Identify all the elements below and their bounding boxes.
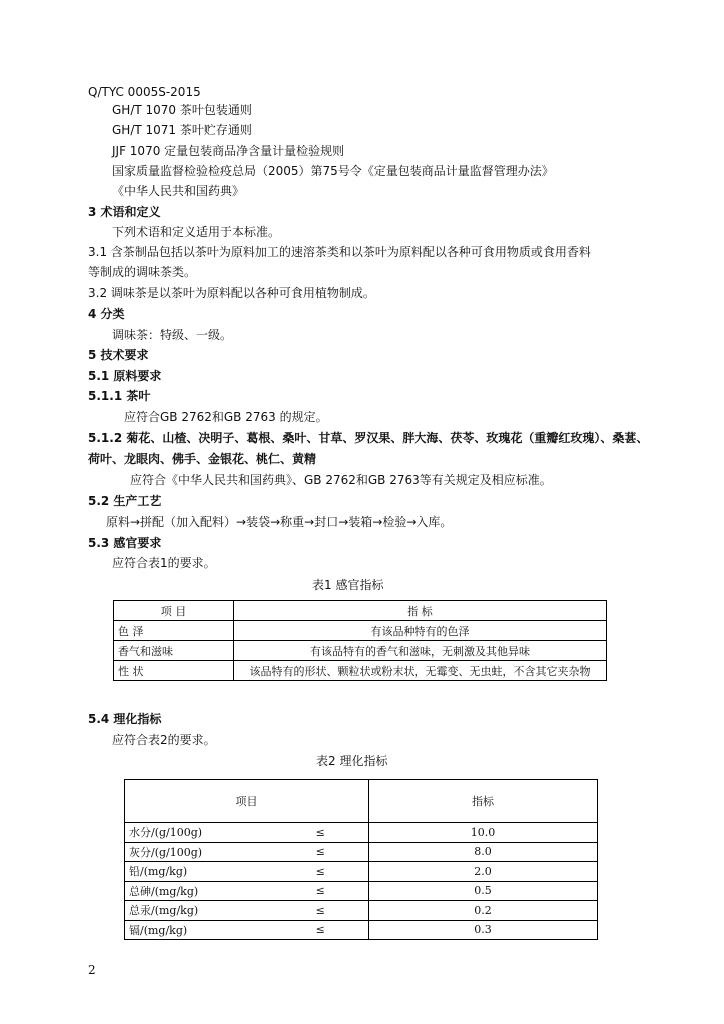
ref-3: JJF 1070 定量包装商品净含量计量检验规则 [112,144,345,158]
section-5-4-heading: 5.4 理化指标 [88,712,162,726]
table1-cell: 色 泽 [114,621,234,641]
table2-cell-item: 总砷/(mg/kg) [125,881,273,901]
table1 [113,600,607,681]
table2-cell-value: 0.3 [369,920,598,940]
section-5-1-2-heading-line2: 荷叶、龙眼肉、佛手、金银花、桃仁、黄精 [88,452,317,466]
table-row [125,920,598,940]
ref-5: 《中华人民共和国药典》 [112,184,245,198]
table-row [114,641,607,661]
table2-cell-op: ≤ [273,823,369,843]
table2-cell-op: ≤ [273,901,369,921]
section-4-heading: 4 分类 [88,307,125,321]
section-5-2-text: 原料→拼配（加入配料）→装袋→称重→封口→装箱→检验→入库。 [106,515,453,529]
table2-cell-value: 0.5 [369,881,598,901]
table2-cell-item: 灰分/(g/100g) [125,842,273,862]
definition-3-2: 3.2 调味茶是以茶叶为原料配以各种可食用植物制成。 [88,286,375,300]
table1-header-item: 项 目 [114,601,234,621]
ref-2: GH/T 1071 茶叶贮存通则 [112,123,252,137]
table2-cell-value: 10.0 [369,823,598,843]
page-number: 2 [88,963,96,977]
section-5-2-heading: 5.2 生产工艺 [88,494,162,508]
table-row [114,661,607,681]
table2 [124,779,598,940]
table-row [125,901,598,921]
table2-cell-value: 0.2 [369,901,598,921]
section-5-1-1-heading: 5.1.1 茶叶 [88,389,151,403]
section-5-3-heading: 5.3 感官要求 [88,536,162,550]
table-row [125,823,598,843]
doc-code: Q/TYC 0005S-2015 [88,85,201,99]
table2-cell-op: ≤ [273,881,369,901]
ref-1: GH/T 1070 茶叶包装通则 [112,103,252,117]
section-5-1-1-text: 应符合GB 2762和GB 2763 的规定。 [124,410,328,424]
table1-cell: 该品特有的形状、颗粒状或粉末状，无霉变、无虫蛀，不含其它夹杂物 [234,661,607,681]
table2-cell-item: 镉/(mg/kg) [125,920,273,940]
section-3-heading: 3 术语和定义 [88,205,161,219]
table2-cell-item: 水分/(g/100g) [125,823,273,843]
section-5-1-2-text: 应符合《中华人民共和国药典》、GB 2762和GB 2763等有关规定及相应标准。 [130,473,552,487]
table1-caption: 表1 感官指标 [312,578,384,592]
table2-caption: 表2 理化指标 [316,754,388,768]
section-5-1-2-heading-line1: 5.1.2 菊花、山楂、决明子、葛根、桑叶、甘草、罗汉果、胖大海、茯苓、玫瑰花（重瓣红玫瑰）、桑葚、 [88,431,649,445]
table2-cell-value: 2.0 [369,862,598,882]
table-row [125,842,598,862]
table1-cell: 香气和滋味 [114,641,234,661]
table2-cell-item: 铅/(mg/kg) [125,862,273,882]
table2-header-row [125,780,598,823]
section-5-1-heading: 5.1 原料要求 [88,369,162,383]
ref-4: 国家质量监督检验检疫总局（2005）第75号令《定量包装商品计量监督管理办法》 [112,164,554,178]
table2-header-item: 项目 [125,780,369,823]
table2-cell-item: 总汞/(mg/kg) [125,901,273,921]
table-row [125,881,598,901]
table1-cell: 性 状 [114,661,234,681]
table2-cell-op: ≤ [273,862,369,882]
definition-3-1-line1: 3.1 含茶制品包括以茶叶为原料加工的速溶茶类和以茶叶为原料配以各种可食用物质或食用香料 [88,245,591,259]
table1-header-index: 指 标 [234,601,607,621]
table2-cell-value: 8.0 [369,842,598,862]
section-5-4-text: 应符合表2的要求。 [112,733,216,747]
table1-header-row [114,601,607,621]
section-4-text: 调味茶：特级、一级。 [112,328,233,342]
table1-cell: 有该品特有的香气和滋味，无刺激及其他异味 [234,641,607,661]
table1-cell: 有该品种特有的色泽 [234,621,607,641]
section-3-intro: 下列术语和定义适用于本标准。 [112,225,281,239]
section-5-heading: 5 技术要求 [88,348,149,362]
table-row [114,621,607,641]
table2-cell-op: ≤ [273,842,369,862]
table2-cell-op: ≤ [273,920,369,940]
table2-header-index: 指标 [369,780,598,823]
definition-3-1-line2: 等制成的调味茶类。 [88,265,197,279]
table-row [125,862,598,882]
section-5-3-text: 应符合表1的要求。 [112,556,216,570]
